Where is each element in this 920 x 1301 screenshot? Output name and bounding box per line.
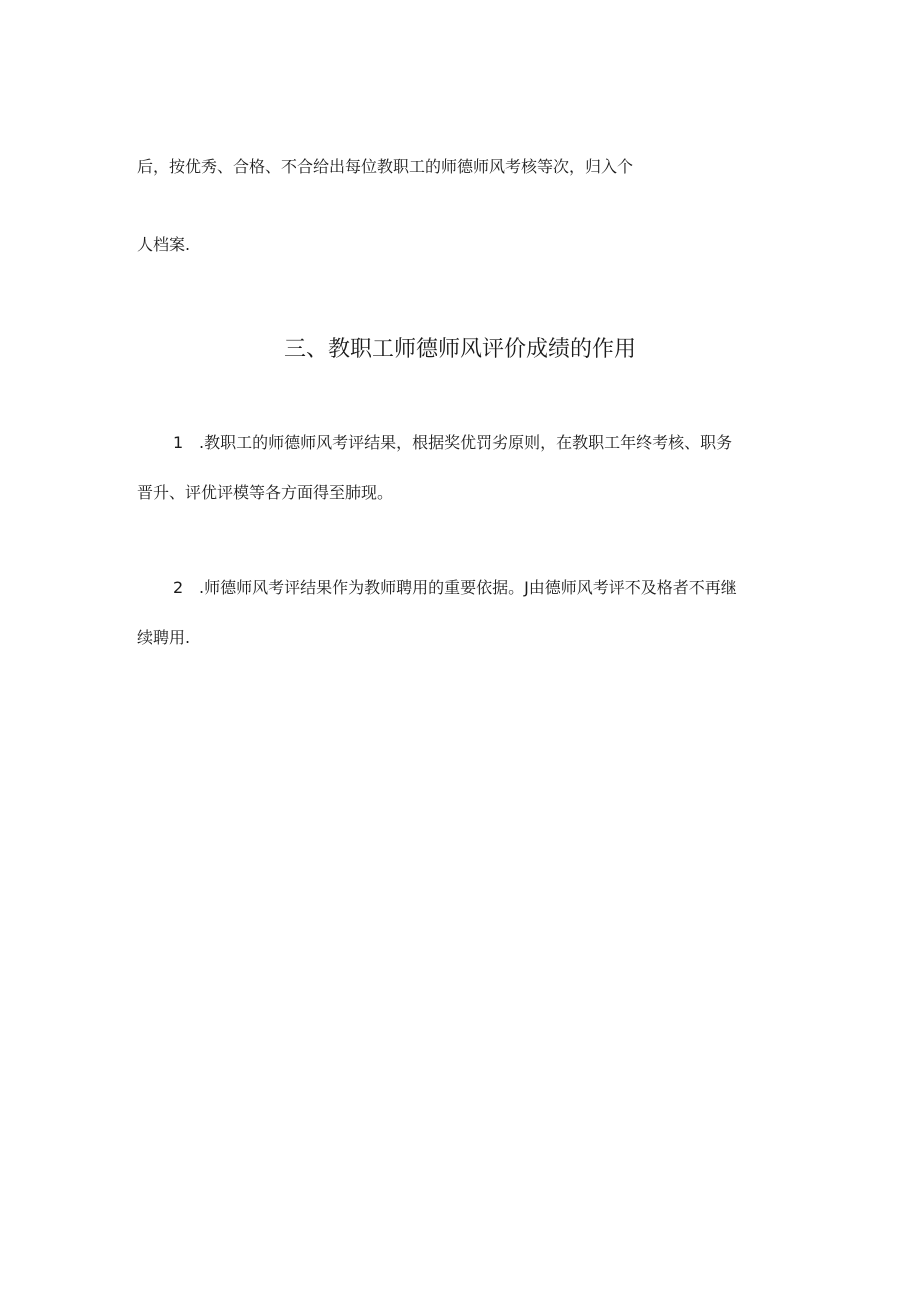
section-heading: 三、教职工师德师风评价成绩的作用	[283, 337, 636, 362]
list-item-1-line-2: 晋升、评优评模等各方面得至肺现。	[137, 483, 394, 502]
list-item-2-line-1	[173, 578, 737, 598]
list-item-2-line-2: 续聘用.	[137, 628, 191, 647]
list-item-2-text: .师德师风考评结果作为教师聘用的重要依据。J由德师风考评不及格者不再继	[199, 578, 737, 597]
paragraph-continuation-line-2: 人档案.	[137, 235, 191, 254]
list-item-1-number: 1	[173, 433, 184, 452]
paragraph-continuation-line-1: 后，按优秀、合格、不合给出每位教职工的师德师风考核等次，归入个	[137, 157, 634, 176]
list-item-2-number: 2	[173, 578, 184, 597]
list-item-1-line-1	[173, 433, 732, 453]
list-item-1-text: .教职工的师德师风考评结果，根据奖优罚劣原则，在教职工年终考核、职务	[199, 433, 733, 452]
